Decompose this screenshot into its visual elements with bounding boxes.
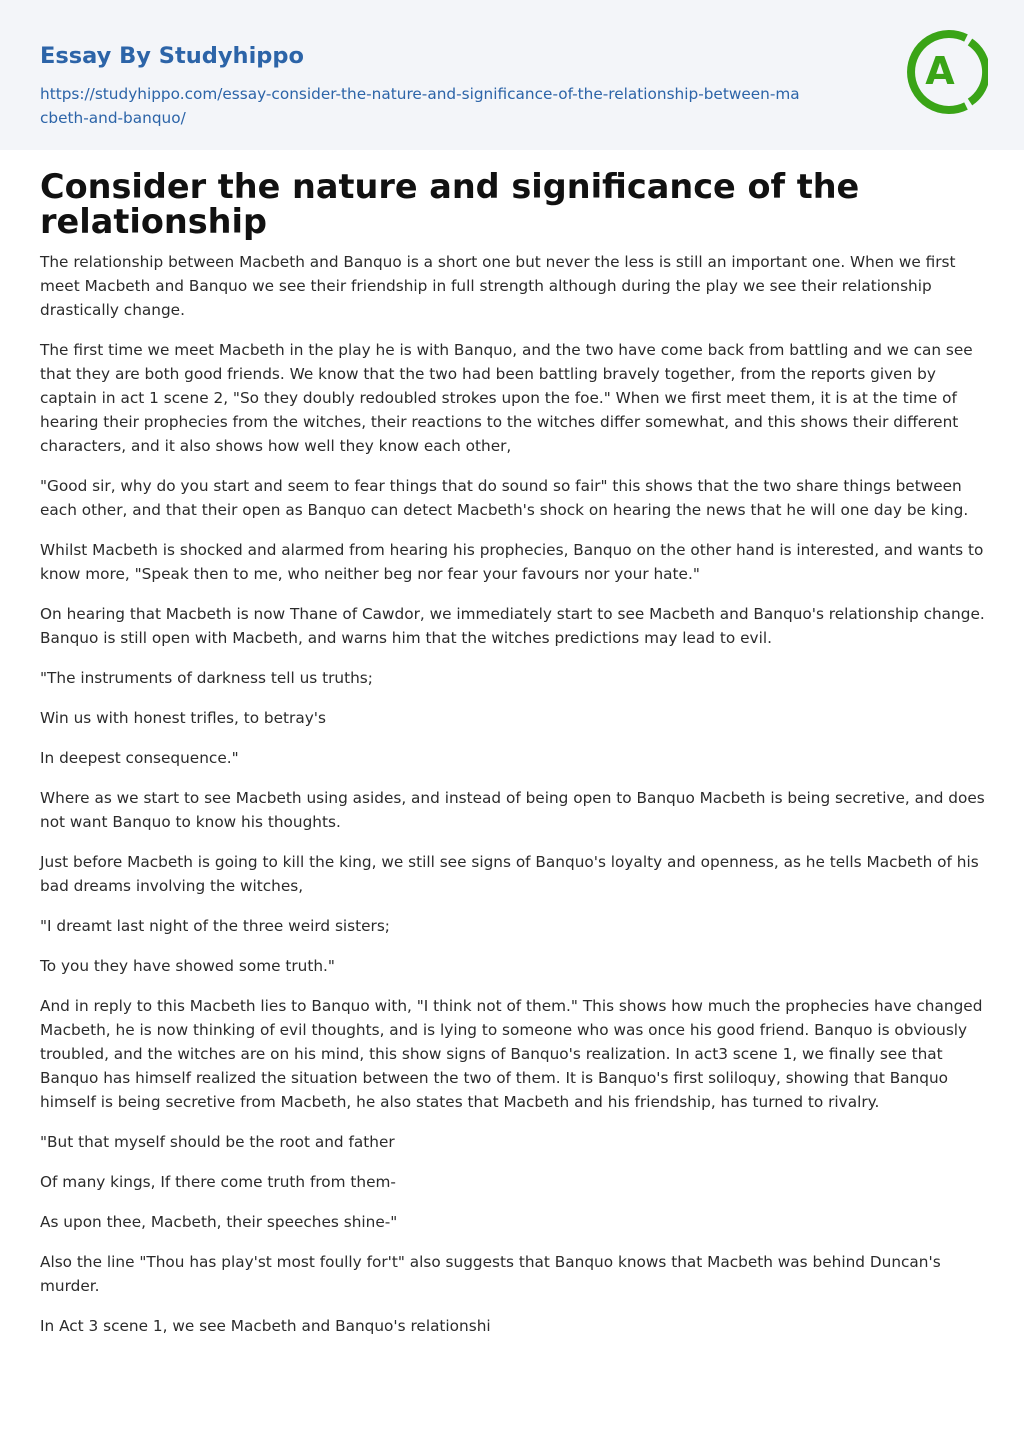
quote-line: In deepest consequence." (40, 749, 239, 767)
article-title: Consider the nature and significance of the relationship (40, 167, 860, 241)
studyhippo-logo-icon[interactable] (904, 28, 988, 116)
quote-line: Of many kings, If there come truth from them- (40, 1173, 396, 1191)
quote-line: Win us with honest trifles, to betray's (40, 709, 326, 727)
paragraph: Just before Macbeth is going to kill the king, we still see signs of Banquo's loyalty and openness, as he tells Macbeth of his bad dreams involving the witches, (40, 853, 979, 895)
logo-letter: A (925, 49, 955, 93)
paragraph: In Act 3 scene 1, we see Macbeth and Banquo's relationshi (40, 1317, 491, 1335)
site-header (0, 0, 1024, 150)
paragraph: The first time we meet Macbeth in the play he is with Banquo, and the two have come back from battling and we can see that they are both good friends. We know that the two had been battling bravely together, from the reports given by captain in act 1 scene 2, "So they doubly redoubled strokes upon the foe." When we first meet them, it is at the time of hearing their prophecies from the witches, their reactions to the witches differ somewhat, and this shows their different characters, and it also shows how well they know each other, (40, 341, 973, 455)
quote-line: "The instruments of darkness tell us truths; (40, 669, 373, 687)
quote-line: As upon thee, Macbeth, their speeches shine-" (40, 1213, 398, 1231)
paragraph: On hearing that Macbeth is now Thane of Cawdor, we immediately start to see Macbeth and Banquo's relationship change. Banquo is still open with Macbeth, and warns him that the witches predictions may lead to evil. (40, 605, 985, 647)
quote-line: "I dreamt last night of the three weird sisters; (40, 917, 390, 935)
paragraph: Whilst Macbeth is shocked and alarmed from hearing his prophecies, Banquo on the other hand is interested, and wants to know more, "Speak then to me, who neither beg nor fear your favours nor your hate." (40, 541, 984, 583)
quote-line: "But that myself should be the root and father (40, 1133, 395, 1151)
paragraph: "Good sir, why do you start and seem to fear things that do sound so fair" this shows that the two share things between each other, and that their open as Banquo can detect Macbeth's shock on hearing the news that he will one day be king. (40, 477, 969, 519)
site-brand[interactable]: Essay By Studyhippo (40, 43, 304, 69)
quote-line: To you they have showed some truth." (40, 957, 335, 975)
paragraph: The relationship between Macbeth and Banquo is a short one but never the less is still an important one. When we first meet Macbeth and Banquo we see their friendship in full strength although during the play we see their relationship drastically change. (40, 253, 956, 319)
essay-url-link[interactable]: https://studyhippo.com/essay-consider-the-nature-and-significance-of-the-relationship-between-macbeth-and-banquo/ (40, 85, 800, 127)
article (40, 169, 988, 1354)
paragraph: And in reply to this Macbeth lies to Banquo with, "I think not of them." This shows how much the prophecies have changed Macbeth, he is now thinking of evil thoughts, and is lying to someone who was once his good friend. Banquo is obviously troubled, and the witches are on his mind, this show signs of Banquo's realization. In act3 scene 1, we finally see that Banquo has himself realized the situation between the two of them. It is Banquo's first soliloquy, showing that Banquo himself is being secretive from Macbeth, he also states that Macbeth and his friendship, has turned to rivalry. (40, 997, 983, 1111)
paragraph: Where as we start to see Macbeth using asides, and instead of being open to Banquo Macbeth is being secretive, and does not want Banquo to know his thoughts. (40, 789, 985, 831)
paragraph: Also the line "Thou has play'st most foully for't" also suggests that Banquo knows that Macbeth was behind Duncan's murder. (40, 1253, 941, 1295)
